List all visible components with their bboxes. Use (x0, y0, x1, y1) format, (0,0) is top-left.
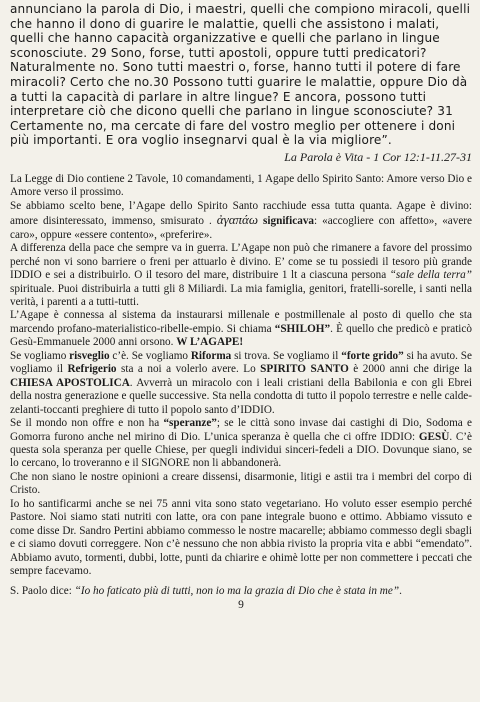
revival-text-f: è 2000 anni che dirige la (348, 363, 472, 376)
revival-text-a: Se vogliamo (10, 349, 70, 362)
paragraph-law-of-god: La Legge di Dio contiene 2 Tavole, 10 comandamenti, 1 Agape dello Spirito Santo: Amore verso Dio e Amore verso il prossimo. (10, 172, 472, 199)
revival-bold-refrigerio: Refrigerio (67, 363, 117, 376)
paragraph-agape-text-c: : «accogliere con affetto», «avere caro», oppure «essere contento», «preferire». (10, 215, 472, 241)
bible-quote: annunciano la parola di Dio, i maestri, quelli che compiono miracoli, quelli che hanno il dono di guarire le malattie, quelli che assistono i malati, quelli che hanno capacità organizzative e quelli che parlano in lingue sconosciute. 29 Sono, forse, tutti apostoli, oppure tutti predicatori? Naturalmente no. Sono tutti maestri o, forse, hanno tutti il potere di fare miracoli? Certo che no.30 Possono tutti guarire le malattie, oppure Dio dà a tutti la capacità di parlare in altre lingue? E ancora, possono tutti interpretare ciò che dicono quelli che parlano in lingue sconosciute? 31 Certamente no, ma cercate di fare del vostro meglio per ottenere i doni più importanti. E ora voglio insegnarvi qual è la via migliore”. (10, 2, 471, 148)
revival-text-e: sta a noi a volerlo avere. Lo (116, 363, 261, 376)
revival-bold-riforma: Riforma (190, 349, 232, 362)
hope-text-b: ; se le città sono invase dai castighi di Dio, Sodoma e Gomorra furono anche nel mirino di Dio. L’unica speranza è quella che ci offre IDDIO: (10, 417, 472, 443)
paragraph-vegetarian: Io ho santificarmi anche se nei 75 anni vita sono stato vegetariano. Ho voluto esser esempio perché Pastore. Noi siamo stati nutriti con latte, ora con pane integrale buono e ottimo. Abbiamo vissuto e come disse Dr. Sandro Pertini abbiamo commesso le nostre macarelle; abbiamo commesso degli sbagli e ci siamo dovuti correggere. Non c’è nessuno che non abbia rivisto la propria vita e abbi “emendato”. Abbiamo avuto, tormenti, dubbi, lotte, punti da chiarire e ohimè lotte per non commettere i peccati che sempre facevamo. (10, 497, 472, 578)
shiloh-term: “SHILOH” (274, 322, 331, 335)
revival-bold-spirito-santo: SPIRITO SANTO (260, 363, 349, 376)
page (10, 2, 472, 611)
revival-text-g: . Avverrà un miracolo con i leali cristiani della Babilonia e con gli Ebrei della nostra generazione e quelle successive. Sta nella condotta di tutto il popolo terrestre e nelle calde-zelanti-toccanti preghiere di tutto il popolo santo d’IDDIO. (10, 376, 473, 416)
hope-signore: SIGNORE (141, 457, 190, 470)
revival-bold-risveglio: risveglio (69, 349, 110, 362)
paragraph-peace-text-a: A differenza della pace che sempre va in guerra. L’Agape non può che rimanere a favore del prossimo perché non vi sono barriere o freni per attuarlo è divino. E’ come se tu possiedi il tesoro più grande IDDIO e sei a distribuirlo. O il tesoro del mare, distribuire 1 lt a ciascuna persona (10, 242, 472, 282)
final-quote (10, 585, 472, 598)
article-body (10, 173, 472, 579)
hope-text-c: . C’è questa sola speranza per quelle Chiese, per quegli individui sinceri-fedeli a DIO. Dovunque siano, se lo cercano, lo troveranno e il (10, 430, 472, 470)
final-quote-italic: “Io ho faticato più di tutti, non io ma la grazia di Dio che è stata in me” (74, 584, 400, 597)
revival-bold-forte-grido: “forte grido” (341, 349, 404, 362)
quote-source: La Parola è Vita - 1 Cor 12:1-11.27-31 (284, 149, 472, 164)
paragraph-agape (10, 200, 472, 242)
greek-word: ἀγαπάω (216, 212, 259, 228)
paragraph-shiloh-text-a: L’Agape è connessa al sistema da instaurarsi millenale e postmillenale al posto di quello che sta marcendo profano-materialistico-ribelle-empio. Si chiama (10, 309, 472, 335)
page-number: 9 (238, 598, 244, 611)
paragraph-peace-italic: “sale della terra” (389, 269, 472, 282)
hope-text-d: non li abbandonerà. (189, 457, 282, 470)
paragraph-revival (10, 350, 472, 417)
revival-bold-chiesa: CHIESA APOSTOLICA (10, 376, 130, 389)
final-quote-prefix: S. Paolo dice: (10, 584, 75, 597)
hope-bold-gesu: GESÙ (418, 430, 450, 443)
agape-exclamation: W L’AGAPE! (176, 336, 244, 349)
paragraph-shiloh-text-b: . È quello che predicò e praticò Gesù-Emmanuele 2000 anni orsono. (10, 322, 472, 349)
revival-text-c: si trova. Se vogliamo il (231, 349, 342, 362)
paragraph-opinions: Che non siano le nostre opinioni a creare dissensi, disarmonie, litigi e astii tra i membri del corpo di Cristo. (10, 470, 472, 497)
paragraph-agape-text-a: Se abbiamo scelto bene, l’Agape dello Spirito Santo racchiude essa tutta quanta. Agape è divino: amore disinteressato, immenso, smisurato . (10, 199, 472, 228)
revival-text-b: c’è. Se vogliamo (109, 349, 191, 362)
paragraph-agape-bold: significava (263, 215, 315, 228)
paragraph-hope (10, 417, 472, 471)
revival-text-d: si ha avuto. Se vogliamo il (10, 349, 472, 376)
paragraph-peace-text-b: spirituale. Puoi distribuirla a tutti gli 8 Miliardi. La mia famiglia, genitori, fratelli-sorelle, i santi nella verità, i parenti a a tutti-tutti. (10, 282, 472, 309)
hope-text-a: Se il mondo non offre e non ha (10, 417, 164, 430)
final-quote-suffix: . (399, 584, 402, 597)
hope-bold-speranze: “speranze” (163, 417, 217, 430)
paragraph-peace (10, 242, 472, 309)
paragraph-shiloh (10, 309, 472, 349)
